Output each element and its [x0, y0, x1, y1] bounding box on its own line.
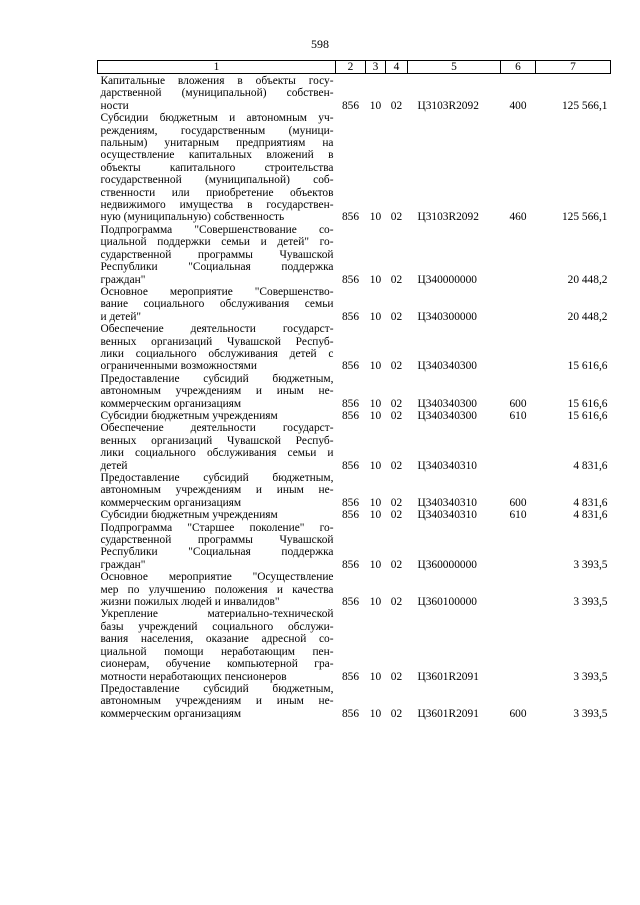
- row-code-ministry: 856: [341, 310, 360, 323]
- row-code-subsection: 02: [390, 273, 403, 286]
- row-code-subsection: 02: [390, 509, 403, 522]
- description-line: Укрепление материально-технической: [100, 608, 334, 621]
- row-code-subsection: 02: [390, 397, 403, 410]
- header-row: [98, 61, 611, 74]
- description-line: детей: [100, 459, 128, 472]
- description-line: ности: [100, 99, 129, 112]
- row-code-target: Ц340340310: [417, 459, 477, 472]
- page-number: 598: [311, 37, 329, 51]
- description-line: ную (муниципальную) собственность: [100, 211, 285, 224]
- description-line: Подпрограмма "Старшее поколение" го-: [100, 521, 334, 534]
- row-code-expense-type: 610: [509, 409, 527, 422]
- row-description: [98, 472, 336, 509]
- row-description: [98, 224, 336, 286]
- row-code-ministry: 856: [341, 707, 360, 720]
- table-row: [98, 323, 611, 373]
- table-row: [98, 286, 611, 323]
- header-col-4: 4: [386, 61, 408, 74]
- row-code-expense-type: [501, 286, 536, 323]
- row-description: [98, 571, 336, 608]
- row-code-target: Ц360100000: [417, 596, 477, 609]
- description-line: лики социального обслуживания детей с: [100, 347, 334, 360]
- table-body: [98, 74, 611, 721]
- row-code-ministry: 856: [341, 211, 360, 224]
- description-line: Предоставление субсидий бюджетным,: [100, 472, 334, 484]
- row-amount: 20 448,2: [567, 310, 608, 323]
- table-row: [98, 422, 611, 472]
- description-line: венных организаций Чувашской Респуб-: [100, 434, 334, 447]
- description-line: государственной (муниципальной) соб-: [100, 174, 334, 187]
- row-code-section: 10: [369, 596, 382, 609]
- row-code-expense-type: 600: [509, 707, 527, 720]
- row-code-subsection: 02: [390, 99, 403, 112]
- row-description: [98, 112, 336, 224]
- table-row: [98, 608, 611, 682]
- description-line: Обеспечение деятельности государст-: [100, 422, 334, 435]
- row-code-section: 10: [369, 211, 382, 224]
- row-amount: 125 566,1: [561, 211, 608, 224]
- row-code-expense-type: [501, 224, 536, 286]
- description-line: Основное мероприятие "Совершенство-: [100, 285, 334, 298]
- description-line: Предоставление субсидий бюджетным,: [100, 682, 334, 695]
- row-code-ministry: 856: [341, 273, 360, 286]
- description-line: Капитальные вложения в объекты госу-: [100, 75, 334, 87]
- row-code-expense-type: [501, 571, 536, 608]
- row-amount: 15 616,6: [567, 360, 608, 373]
- table-row: [98, 224, 611, 286]
- description-line: Республики "Социальная поддержка: [100, 261, 334, 274]
- description-line: Обеспечение деятельности государст-: [100, 323, 334, 336]
- table-row: [98, 683, 611, 720]
- row-code-expense-type: 600: [509, 397, 527, 410]
- header-col-1: 1: [98, 61, 336, 74]
- row-amount: 4 831,6: [573, 509, 608, 522]
- row-description: [98, 522, 336, 572]
- table-row: [98, 74, 611, 113]
- row-code-ministry: 856: [341, 670, 360, 683]
- row-code-section: 10: [369, 99, 382, 112]
- row-code-target: Ц3601R2091: [417, 670, 479, 683]
- header-col-5: 5: [408, 61, 501, 74]
- description-line: Субсидии бюджетным и автономным уч-: [100, 112, 334, 125]
- description-line: автономным учреждениям и иным не-: [100, 695, 334, 708]
- description-line: Республики "Социальная поддержка: [100, 546, 334, 559]
- row-amount: 3 393,5: [573, 707, 608, 720]
- description-line: граждан": [100, 558, 146, 571]
- budget-table: [97, 60, 611, 720]
- row-code-subsection: 02: [390, 707, 403, 720]
- row-code-subsection: 02: [390, 670, 403, 683]
- row-description: [98, 373, 336, 410]
- row-description: [98, 422, 336, 472]
- description-line: мер по улучшению положения и качества: [100, 583, 334, 596]
- row-code-subsection: 02: [390, 211, 403, 224]
- row-code-target: Ц360000000: [417, 558, 477, 571]
- row-amount: 4 831,6: [573, 496, 608, 509]
- description-line: и детей": [100, 310, 142, 323]
- description-line: базы учреждений социального обслужи-: [100, 620, 334, 633]
- table-header: [98, 61, 611, 74]
- row-code-expense-type: 460: [509, 211, 527, 224]
- row-code-section: 10: [369, 310, 382, 323]
- row-code-section: 10: [369, 707, 382, 720]
- header-col-2: 2: [336, 61, 366, 74]
- row-code-expense-type: 400: [509, 99, 527, 112]
- description-line: Подпрограмма "Совершенствование со-: [100, 223, 334, 236]
- row-code-ministry: 856: [341, 397, 360, 410]
- row-code-ministry: 856: [341, 360, 360, 373]
- row-code-target: Ц3103R2092: [417, 99, 479, 112]
- row-code-expense-type: [501, 608, 536, 682]
- description-line: недвижимого имущества в государствен-: [100, 199, 334, 212]
- row-code-subsection: 02: [390, 310, 403, 323]
- row-code-ministry: 856: [341, 596, 360, 609]
- row-code-subsection: 02: [390, 459, 403, 472]
- description-line: автономным учреждениям и иным не-: [100, 385, 334, 398]
- table-row: [98, 472, 611, 509]
- table-row: [98, 112, 611, 224]
- row-code-expense-type: [501, 522, 536, 572]
- description-line: сударственной программы Чувашской: [100, 248, 334, 261]
- row-code-target: Ц3601R2091: [417, 707, 479, 720]
- row-code-section: 10: [369, 496, 382, 509]
- description-line: коммерческим организациям: [100, 707, 242, 720]
- description-line: ограниченными возможностями: [100, 360, 257, 373]
- row-amount: 3 393,5: [573, 670, 608, 683]
- description-line: лики социального обслуживания семьи и: [100, 447, 334, 460]
- row-code-target: Ц340000000: [417, 273, 477, 286]
- row-code-subsection: 02: [390, 596, 403, 609]
- row-code-subsection: 02: [390, 558, 403, 571]
- description-line: Субсидии бюджетным учреждениям: [100, 509, 278, 522]
- row-code-expense-type: 610: [509, 509, 527, 522]
- description-line: коммерческим организациям: [100, 397, 242, 410]
- row-code-target: Ц340340300: [417, 360, 477, 373]
- row-code-subsection: 02: [390, 409, 403, 422]
- row-code-section: 10: [369, 509, 382, 522]
- row-code-section: 10: [369, 397, 382, 410]
- row-amount: 15 616,6: [567, 409, 608, 422]
- row-code-ministry: 856: [341, 509, 360, 522]
- row-code-subsection: 02: [390, 496, 403, 509]
- description-line: вания населения, оказание адресной со-: [100, 633, 334, 646]
- description-line: Основное мероприятие "Осуществление: [100, 571, 334, 584]
- row-description: [98, 74, 336, 113]
- row-code-section: 10: [369, 558, 382, 571]
- row-code-expense-type: [501, 323, 536, 373]
- description-line: Субсидии бюджетным учреждениям: [100, 409, 278, 422]
- description-line: сударственной программы Чувашской: [100, 534, 334, 547]
- row-amount: 3 393,5: [573, 558, 608, 571]
- row-code-section: 10: [369, 459, 382, 472]
- description-line: коммерческим организациям: [100, 496, 242, 509]
- description-line: жизни пожилых людей и инвалидов": [100, 596, 280, 609]
- table-row: [98, 571, 611, 608]
- table-row: [98, 410, 611, 422]
- description-line: Предоставление субсидий бюджетным,: [100, 372, 334, 385]
- row-code-expense-type: 600: [509, 496, 527, 509]
- row-code-section: 10: [369, 273, 382, 286]
- table-row: [98, 373, 611, 410]
- row-code-target: Ц340300000: [417, 310, 477, 323]
- header-col-7: 7: [536, 61, 611, 74]
- description-line: циальной помощи неработающим пен-: [100, 645, 334, 658]
- row-code-ministry: 856: [341, 99, 360, 112]
- description-line: циальной поддержки семьи и детей" го-: [100, 236, 334, 249]
- row-code-target: Ц340340310: [417, 509, 477, 522]
- row-code-section: 10: [369, 409, 382, 422]
- description-line: дарственной (муниципальной) собствен-: [100, 87, 334, 100]
- row-amount: 3 393,5: [573, 596, 608, 609]
- row-code-target: Ц340340300: [417, 409, 477, 422]
- description-line: реждениям, государственным (муници-: [100, 124, 334, 137]
- row-description: [98, 323, 336, 373]
- row-code-section: 10: [369, 670, 382, 683]
- row-code-target: Ц3103R2092: [417, 211, 479, 224]
- description-line: пальным) унитарным предприятиям на: [100, 137, 334, 150]
- description-line: объекты капитального строительства: [100, 161, 334, 174]
- description-line: ственности или приобретение объектов: [100, 186, 334, 199]
- row-description: [98, 286, 336, 323]
- row-code-target: Ц340340300: [417, 397, 477, 410]
- row-code-subsection: 02: [390, 360, 403, 373]
- description-line: сионерам, обучение компьютерной гра-: [100, 658, 334, 671]
- row-description: [98, 608, 336, 682]
- description-line: мотности неработающих пенсионеров: [100, 670, 287, 683]
- row-code-section: 10: [369, 360, 382, 373]
- row-description: [98, 410, 336, 422]
- description-line: осуществление капитальных вложений в: [100, 149, 334, 162]
- row-code-ministry: 856: [341, 558, 360, 571]
- description-line: граждан": [100, 273, 146, 286]
- description-line: вание социального обслуживания семьи: [100, 298, 334, 311]
- row-description: [98, 683, 336, 720]
- row-code-ministry: 856: [341, 459, 360, 472]
- row-amount: 20 448,2: [567, 273, 608, 286]
- row-code-expense-type: [501, 422, 536, 472]
- row-amount: 15 616,6: [567, 397, 608, 410]
- row-amount: 125 566,1: [561, 99, 608, 112]
- row-code-ministry: 856: [341, 496, 360, 509]
- header-col-6: 6: [501, 61, 536, 74]
- header-col-3: 3: [366, 61, 386, 74]
- description-line: автономным учреждениям и иным не-: [100, 484, 334, 497]
- row-amount: 4 831,6: [573, 459, 608, 472]
- description-line: венных организаций Чувашской Респуб-: [100, 335, 334, 348]
- row-code-target: Ц340340310: [417, 496, 477, 509]
- row-code-ministry: 856: [341, 409, 360, 422]
- table-row: [98, 509, 611, 521]
- row-description: [98, 509, 336, 521]
- table-row: [98, 522, 611, 572]
